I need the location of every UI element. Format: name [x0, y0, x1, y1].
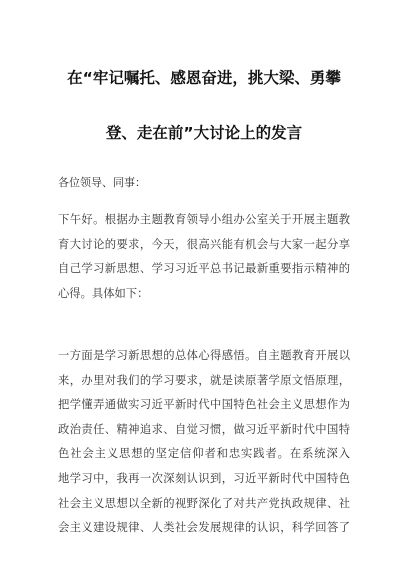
paragraph-line: 把学懂弄通做实习近平新时代中国特色社会主义思想作为: [58, 398, 350, 412]
paragraph-line: 色社会主义思想的坚定信仰者和忠实践者。在系统深入: [58, 447, 350, 461]
document-title-line-1: 在“牢记嘱托、感恩奋进，挑大梁、勇攀: [67, 69, 341, 87]
paragraph-line: 一方面是学习新思想的总体心得感悟。自主题教育开展以: [58, 349, 350, 362]
paragraph-line: 来，办里对我们的学习要求，就是读原著学原文悟原理，: [58, 373, 350, 387]
paragraph-line: 下午好。根据办主题教育领导小组办公室关于开展主题教: [58, 213, 350, 226]
paragraph-line: 地学习中，我再一次深刻认识到，习近平新时代中国特色: [58, 471, 350, 485]
paragraph-line: 会主义建设规律、人类社会发展规律的认识，科学回答了: [58, 521, 350, 535]
paragraph-line: 心得。具体如下：: [58, 286, 149, 300]
paragraph-line: 社会主义思想以全新的视野深化了对共产党执政规律、社: [58, 496, 350, 510]
document-title-line-2: 登、走在前”大讨论上的发言: [105, 124, 303, 142]
paragraph-line: 自己学习新思想、学习习近平总书记最新重要指示精神的: [58, 262, 350, 276]
greeting: 各位领导、同事：: [58, 176, 146, 189]
paragraph-line: 育大讨论的要求，今天，很高兴能有机会与大家一起分享: [58, 237, 350, 251]
paragraph-line: 政治责任、精神追求、自觉习惯，做习近平新时代中国特: [58, 422, 350, 436]
paragraph-2: [58, 344, 350, 541]
paragraph-1: [58, 208, 350, 306]
